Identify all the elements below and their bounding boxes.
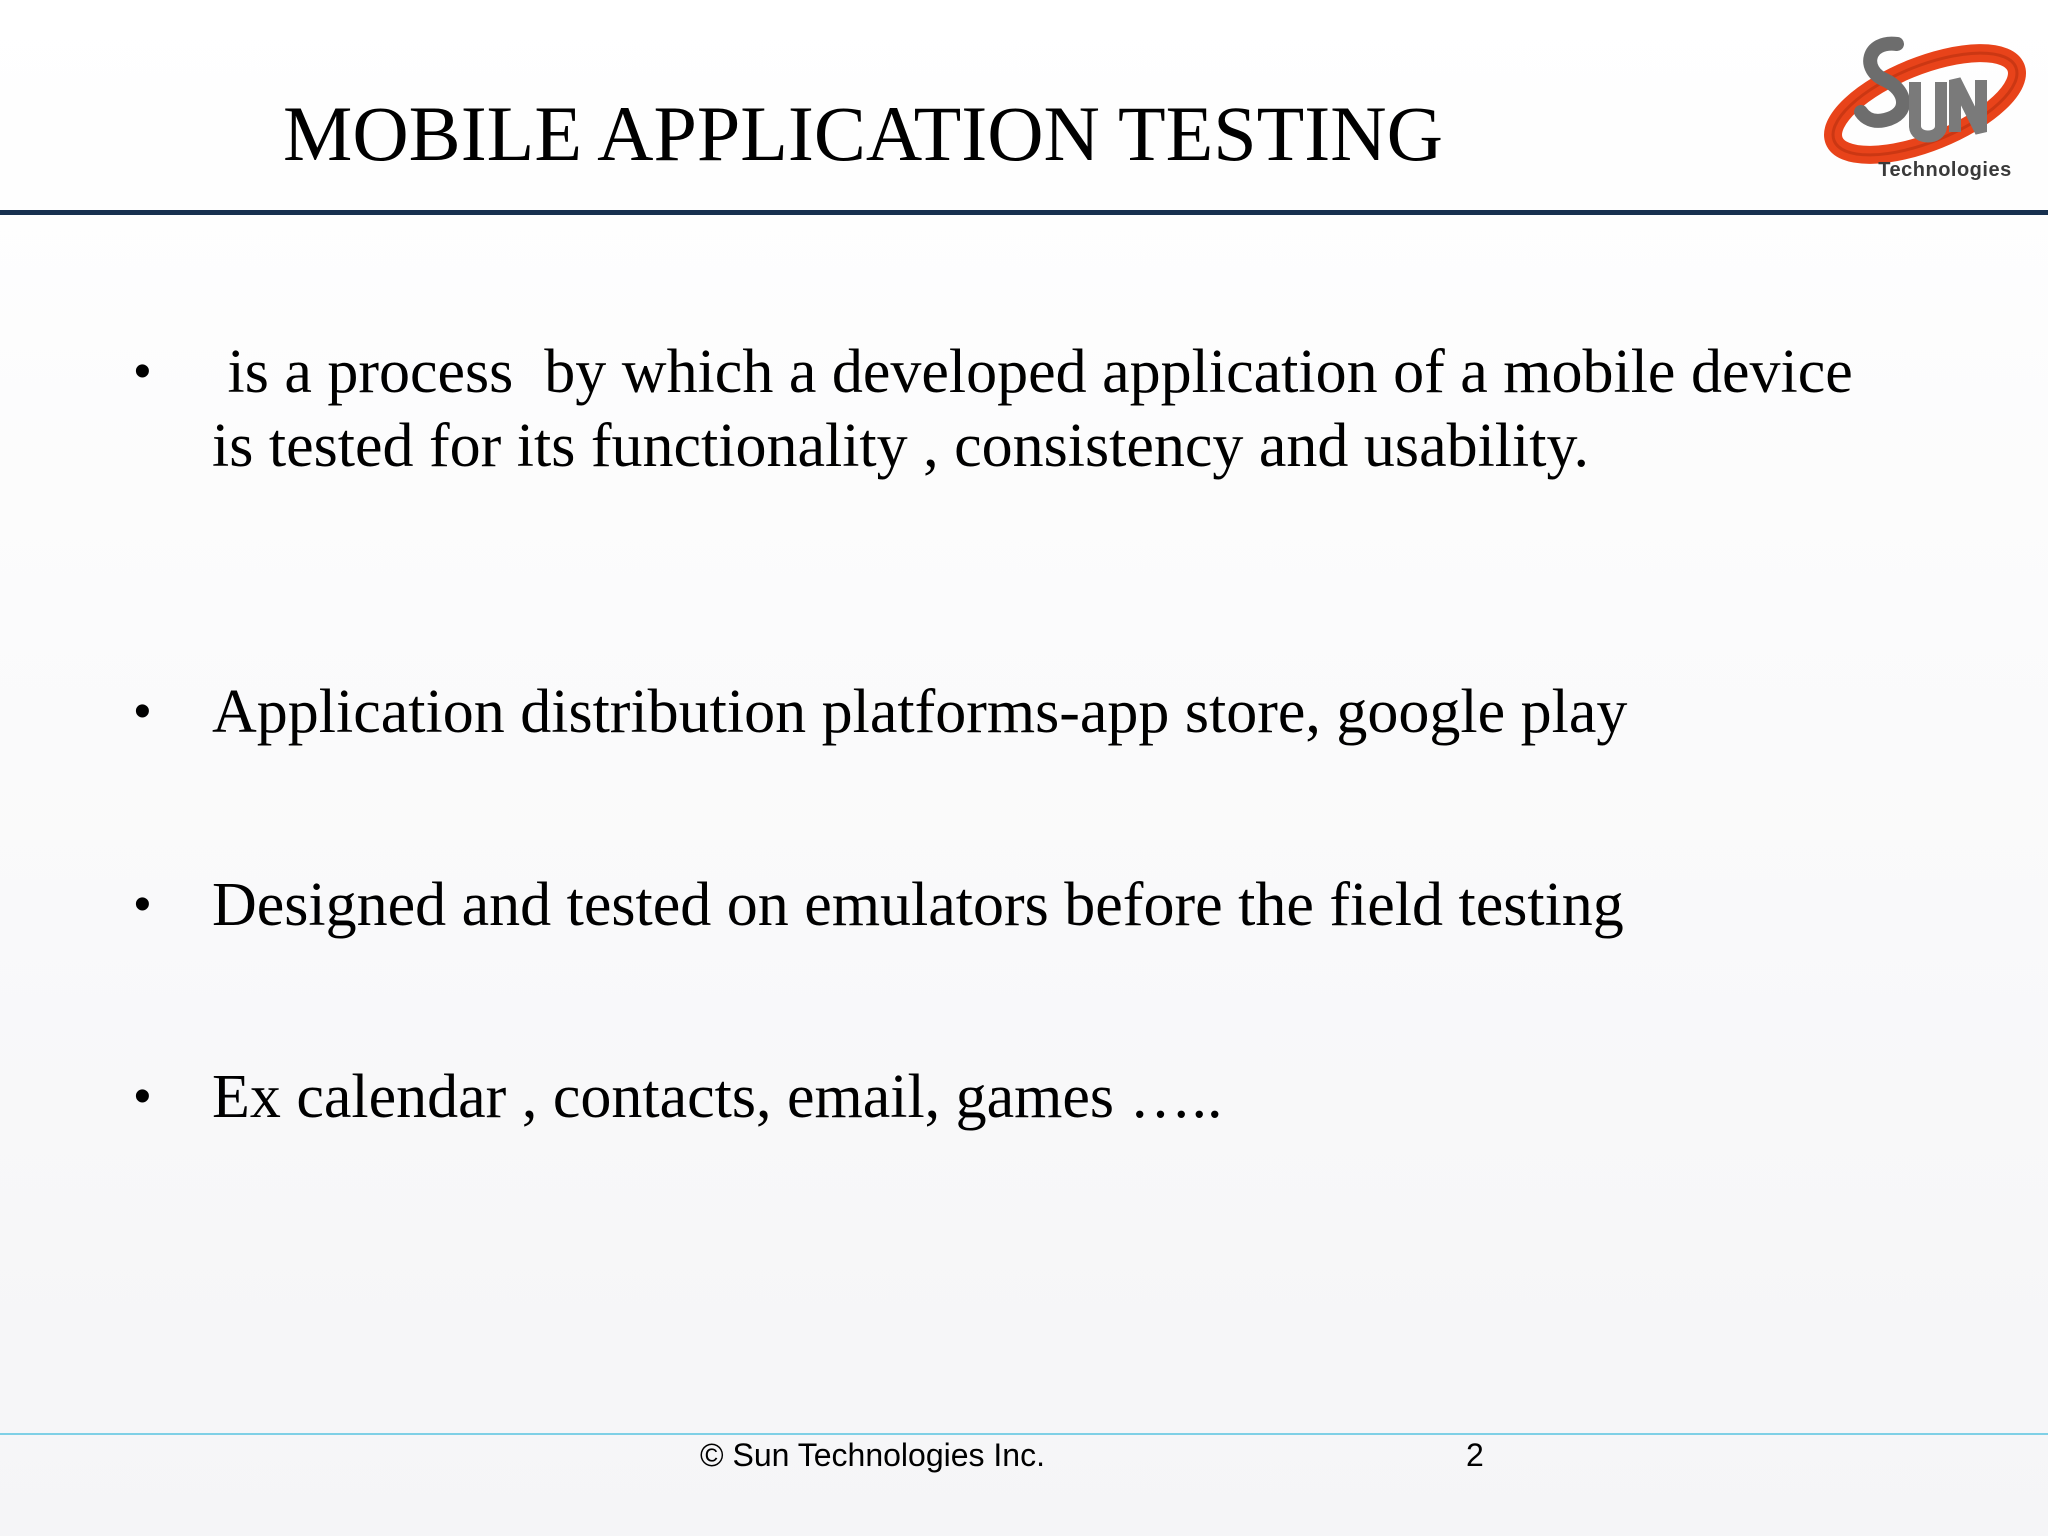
bullet-icon: •	[134, 1070, 151, 1123]
footer-copyright: © Sun Technologies Inc.	[700, 1437, 1045, 1473]
bullet-text: is a process by which a developed application of a mobile device is tested for its functionality , consistency and usability.	[212, 338, 1869, 480]
bullet-text: Designed and tested on emulators before the field testing	[212, 871, 1624, 939]
bullet-icon: •	[134, 685, 151, 738]
bullet-icon: •	[134, 878, 151, 931]
page-number: 2	[1466, 1437, 1484, 1473]
logo-caption: Technologies	[1878, 159, 2012, 181]
bullet-text: Application distribution platforms-app store, google play	[212, 678, 1628, 746]
slide-title: MOBILE APPLICATION TESTING	[283, 90, 1443, 177]
footer-divider	[0, 1433, 2048, 1435]
bullet-item	[134, 868, 1894, 942]
bullet-item	[134, 335, 1894, 483]
header-divider	[0, 210, 2048, 215]
bullet-item	[134, 1060, 1894, 1134]
bullet-item	[134, 675, 1894, 749]
bullet-text: Ex calendar , contacts, email, games …..	[212, 1063, 1223, 1131]
bullet-icon: •	[134, 345, 151, 398]
